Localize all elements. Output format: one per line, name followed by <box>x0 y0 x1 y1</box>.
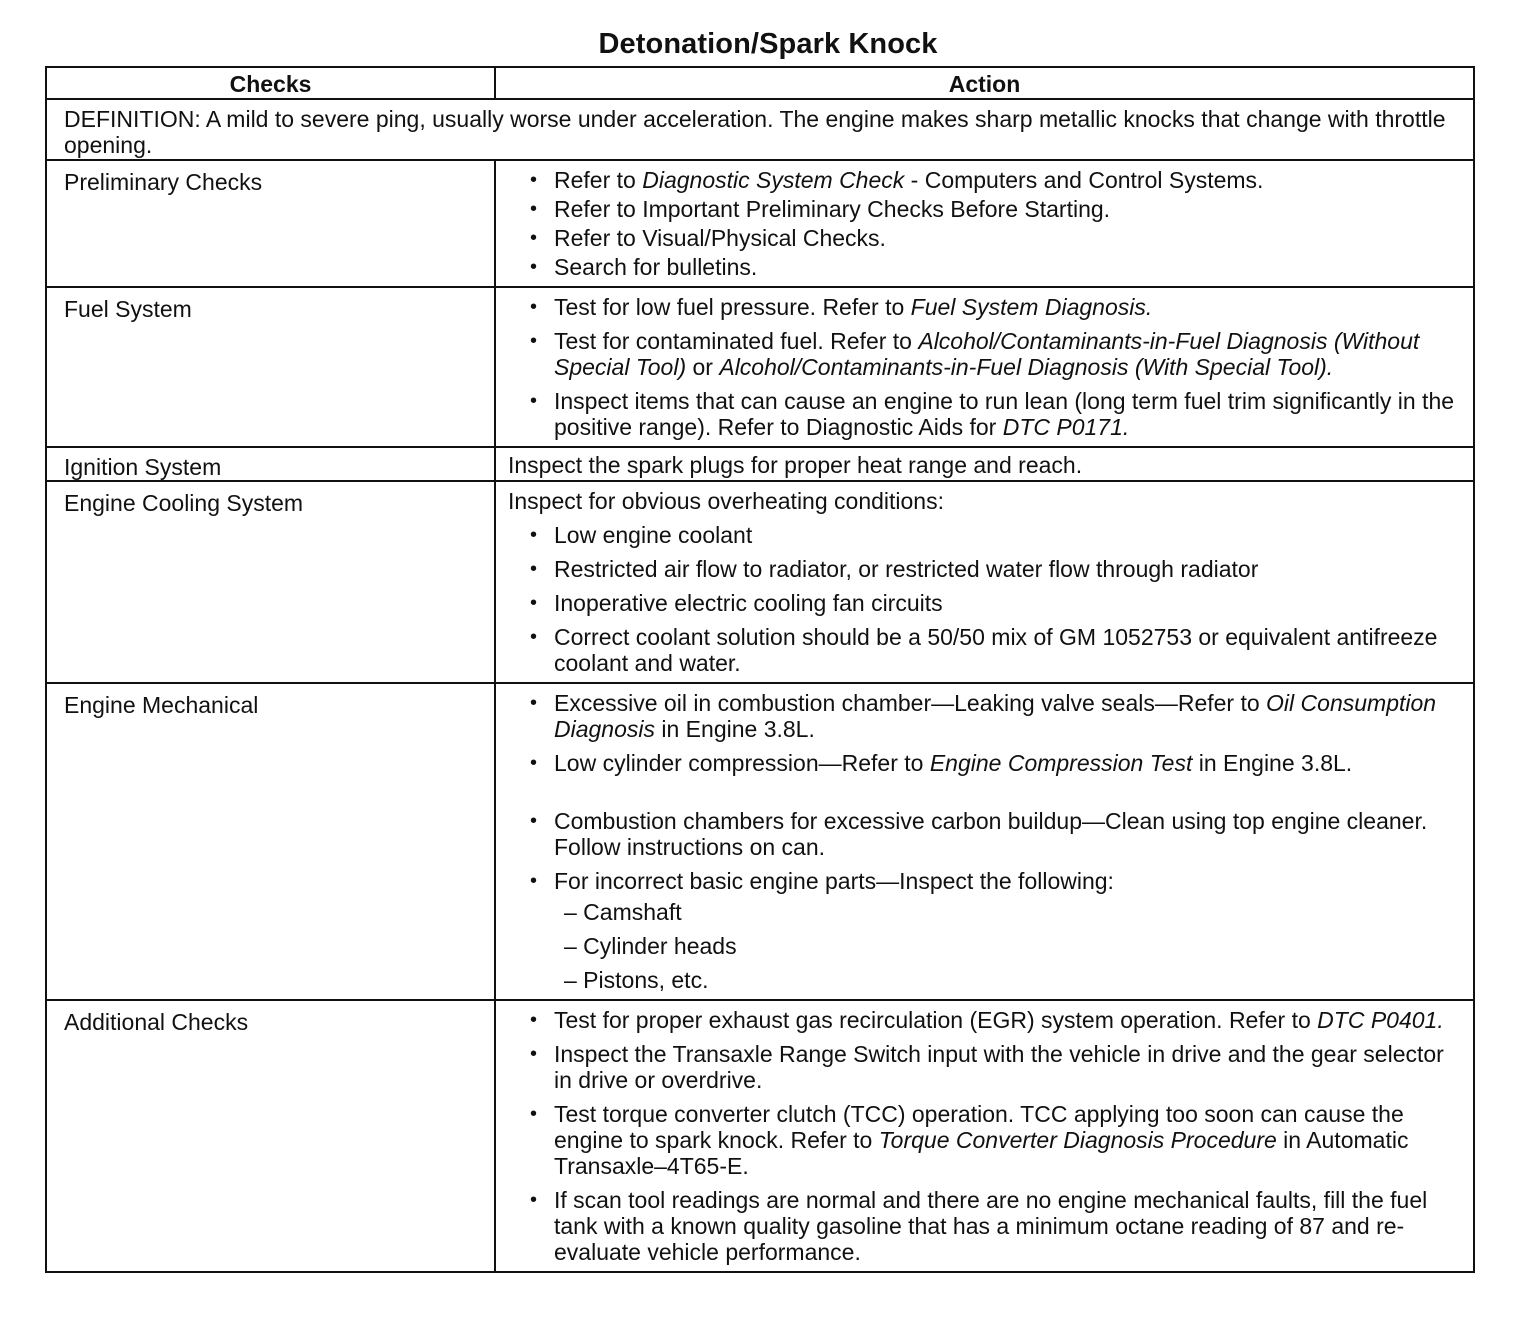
action-fuel-system <box>495 287 1474 447</box>
sub-list-item: – Camshaft <box>564 899 682 925</box>
sub-list-item: – Pistons, etc. <box>564 967 709 993</box>
list-item: • Test for contaminated fuel. Refer to Alcohol/Contaminants-in-Fuel Diagnosis (Without Special Tool) or Alcohol/Contaminants-in-Fuel Diagnosis (With Special Tool). <box>554 328 1461 380</box>
page-title: Detonation/Spark Knock <box>598 28 938 60</box>
action-engine-mechanical <box>495 683 1474 1000</box>
sub-list-item: – Cylinder heads <box>564 933 737 959</box>
check-fuel-system: Fuel System <box>46 287 495 447</box>
check-preliminary: Preliminary Checks <box>46 160 495 287</box>
check-engine-cooling-system: Engine Cooling System <box>46 481 495 683</box>
action-list <box>508 522 1461 676</box>
table-row-ignition-system <box>46 447 1474 481</box>
diagnostic-table <box>45 66 1475 1273</box>
list-item: • Restricted air flow to radiator, or restricted water flow through radiator <box>554 556 1461 582</box>
action-preliminary <box>495 160 1474 287</box>
list-item: • Low engine coolant <box>554 522 1461 548</box>
definition-row <box>46 99 1474 160</box>
action-header: Action <box>495 67 1474 99</box>
list-item: • Test for low fuel pressure. Refer to Fuel System Diagnosis. <box>554 294 1461 320</box>
action-list <box>508 167 1461 280</box>
table-row-fuel-system <box>46 287 1474 447</box>
list-item: • Inoperative electric cooling fan circuits <box>554 590 1461 616</box>
check-engine-mechanical: Engine Mechanical <box>46 683 495 1000</box>
list-item: • For incorrect basic engine parts—Inspect the following: – Camshaft – Cylinder heads – Pistons, etc. <box>554 868 1461 993</box>
list-item: • Refer to Visual/Physical Checks. <box>554 225 1461 251</box>
list-item: • Search for bulletins. <box>554 254 1461 280</box>
table-row-engine-cooling-system <box>46 481 1474 683</box>
list-item: • Correct coolant solution should be a 50/50 mix of GM 1052753 or equivalent antifreeze coolant and water. <box>554 624 1461 676</box>
check-ignition-system: Ignition System <box>46 447 495 481</box>
action-list <box>508 1007 1461 1265</box>
list-item: • Inspect the Transaxle Range Switch input with the vehicle in drive and the gear selector in drive or overdrive. <box>554 1041 1461 1093</box>
checks-header: Checks <box>46 67 495 99</box>
action-additional-checks <box>495 1000 1474 1272</box>
header-row <box>46 67 1474 99</box>
sub-list <box>554 899 1461 993</box>
check-additional-checks: Additional Checks <box>46 1000 495 1272</box>
list-item: • Refer to Diagnostic System Check - Computers and Control Systems. <box>554 167 1461 193</box>
table-row-engine-mechanical <box>46 683 1474 1000</box>
definition-text: DEFINITION: A mild to severe ping, usually worse under acceleration. The engine makes sharp metallic knocks that change with throttle opening. <box>46 99 1474 160</box>
table-row-preliminary-checks <box>46 160 1474 287</box>
list-item: • Low cylinder compression—Refer to Engine Compression Test in Engine 3.8L. <box>554 750 1461 776</box>
list-item: • Inspect items that can cause an engine to run lean (long term fuel trim significantly in the positive range). Refer to Diagnostic Aids for DTC P0171. <box>554 388 1461 440</box>
list-item: • Test for proper exhaust gas recirculation (EGR) system operation. Refer to DTC P0401. <box>554 1007 1461 1033</box>
action-list <box>508 690 1461 993</box>
action-intro: Inspect for obvious overheating conditions: <box>508 488 944 514</box>
table-row-additional-checks <box>46 1000 1474 1272</box>
list-item: • Combustion chambers for excessive carbon buildup—Clean using top engine cleaner. Follow instructions on can. <box>554 808 1461 860</box>
action-engine-cooling-system <box>495 481 1474 683</box>
list-item: • Refer to Important Preliminary Checks Before Starting. <box>554 196 1461 222</box>
list-item: • If scan tool readings are normal and there are no engine mechanical faults, fill the fuel tank with a known quality gasoline that has a minimum octane reading of 87 and re-evaluate vehicle performance. <box>554 1187 1461 1265</box>
action-list <box>508 294 1461 440</box>
action-ignition-system: Inspect the spark plugs for proper heat range and reach. <box>495 447 1474 481</box>
list-item: • Test torque converter clutch (TCC) operation. TCC applying too soon can cause the engine to spark knock. Refer to Torque Converter Diagnosis Procedure in Automatic Transaxle–4T65-E. <box>554 1101 1461 1179</box>
list-item: • Excessive oil in combustion chamber—Leaking valve seals—Refer to Oil Consumption Diagnosis in Engine 3.8L. <box>554 690 1461 742</box>
